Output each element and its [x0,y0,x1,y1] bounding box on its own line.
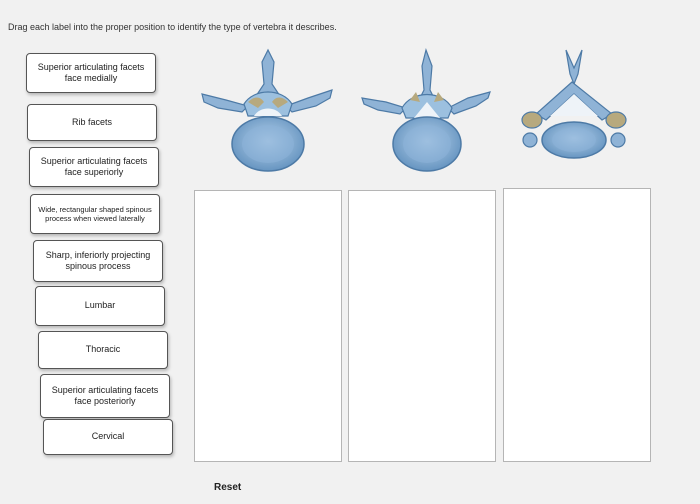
label-sharp-inferior-spinous[interactable]: Sharp, inferiorly projecting spinous process [33,240,163,282]
label-thoracic[interactable]: Thoracic [38,331,168,369]
label-wide-rectangular-spinous[interactable]: Wide, rectangular shaped spinous process when viewed laterally [30,194,160,234]
label-superior-facets-posteriorly[interactable]: Superior articulating facets face posteriorly [40,374,170,418]
label-superior-facets-superiorly[interactable]: Superior articulating facets face superiorly [29,147,159,187]
drop-zone-1[interactable] [194,190,342,462]
drop-zone-2[interactable] [348,190,496,462]
reset-button[interactable]: Reset [214,482,242,493]
vertebra-image-1 [198,44,336,176]
instruction-text: Drag each label into the proper position to identify the type of vertebra it describes. [8,22,337,32]
label-superior-facets-medially[interactable]: Superior articulating facets face medially [26,53,156,93]
drop-zone-3[interactable] [503,188,651,462]
vertebra-image-3 [516,44,632,166]
label-cervical[interactable]: Cervical [43,419,173,455]
label-lumbar[interactable]: Lumbar [35,286,165,326]
label-rib-facets[interactable]: Rib facets [27,104,157,141]
vertebra-image-2 [360,46,494,176]
